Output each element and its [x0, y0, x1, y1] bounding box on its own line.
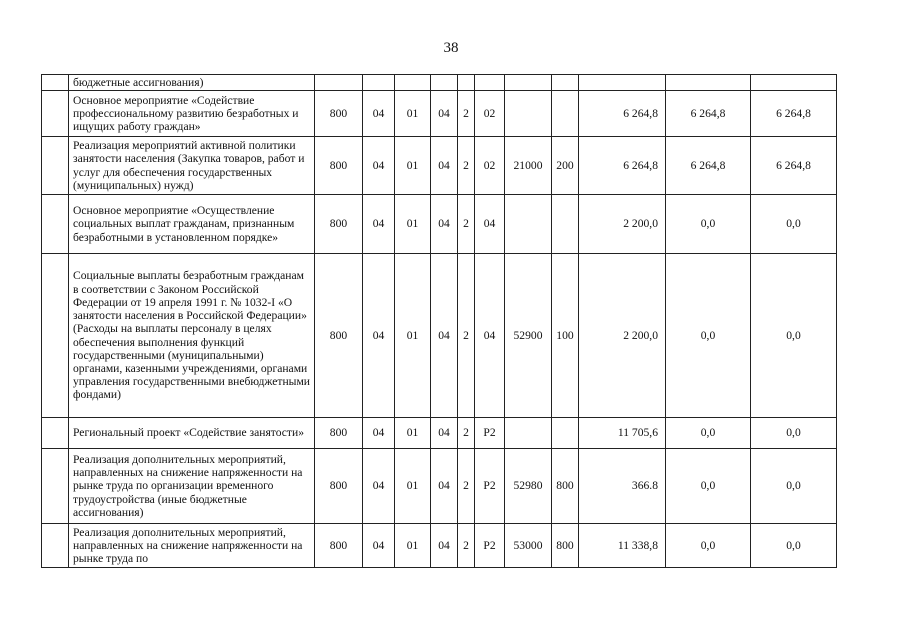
rz-cell	[363, 75, 395, 91]
subprogram-code-cell: 2	[458, 137, 475, 195]
gr-cell: 800	[315, 195, 363, 254]
pr-cell: 01	[395, 195, 431, 254]
direction-code-cell	[505, 75, 552, 91]
row-number-cell	[42, 137, 69, 195]
description-cell: Реализация дополнительных мероприятий, направленных на снижение напряженности на рынке труда по	[69, 524, 315, 568]
page-number: 38	[443, 40, 459, 56]
table-row	[42, 449, 837, 524]
table-row	[42, 75, 837, 91]
vr-cell: 800	[552, 524, 579, 568]
table-row	[42, 524, 837, 568]
activity-code-cell: 04	[475, 195, 505, 254]
program-code-cell: 04	[431, 137, 458, 195]
table-row	[42, 254, 837, 418]
table-row	[42, 195, 837, 254]
row-number-cell	[42, 254, 69, 418]
amount-year-3-cell: 0,0	[751, 195, 837, 254]
pr-cell: 01	[395, 137, 431, 195]
description-cell: Основное мероприятие «Содействие профессиональному развитию безработных и ищущих работу граждан»	[69, 91, 315, 137]
amount-year-2-cell: 0,0	[666, 254, 751, 418]
direction-code-cell	[505, 418, 552, 449]
row-number-cell	[42, 449, 69, 524]
amount-year-3-cell: 0,0	[751, 254, 837, 418]
subprogram-code-cell: 2	[458, 449, 475, 524]
pr-cell: 01	[395, 524, 431, 568]
vr-cell	[552, 195, 579, 254]
amount-year-1-cell	[579, 75, 666, 91]
table-row	[42, 91, 837, 137]
activity-code-cell: 04	[475, 254, 505, 418]
rz-cell: 04	[363, 254, 395, 418]
amount-year-1-cell: 2 200,0	[579, 254, 666, 418]
rz-cell: 04	[363, 91, 395, 137]
rz-cell: 04	[363, 137, 395, 195]
pr-cell: 01	[395, 418, 431, 449]
gr-cell	[315, 75, 363, 91]
table-row	[42, 137, 837, 195]
subprogram-code-cell: 2	[458, 418, 475, 449]
amount-year-1-cell: 11 338,8	[579, 524, 666, 568]
vr-cell: 800	[552, 449, 579, 524]
amount-year-1-cell: 366.8	[579, 449, 666, 524]
vr-cell	[552, 91, 579, 137]
rz-cell: 04	[363, 449, 395, 524]
activity-code-cell: 02	[475, 91, 505, 137]
row-number-cell	[42, 195, 69, 254]
gr-cell: 800	[315, 524, 363, 568]
subprogram-code-cell: 2	[458, 524, 475, 568]
table-row	[42, 418, 837, 449]
direction-code-cell: 21000	[505, 137, 552, 195]
program-code-cell	[431, 75, 458, 91]
row-number-cell	[42, 91, 69, 137]
rz-cell: 04	[363, 195, 395, 254]
rz-cell: 04	[363, 524, 395, 568]
amount-year-3-cell	[751, 75, 837, 91]
description-cell: бюджетные ассигнования)	[69, 75, 315, 91]
direction-code-cell	[505, 195, 552, 254]
program-code-cell: 04	[431, 524, 458, 568]
program-code-cell: 04	[431, 195, 458, 254]
direction-code-cell: 52900	[505, 254, 552, 418]
program-code-cell: 04	[431, 449, 458, 524]
pr-cell: 01	[395, 254, 431, 418]
amount-year-1-cell: 6 264,8	[579, 137, 666, 195]
gr-cell: 800	[315, 137, 363, 195]
amount-year-3-cell: 0,0	[751, 418, 837, 449]
subprogram-code-cell: 2	[458, 195, 475, 254]
gr-cell: 800	[315, 91, 363, 137]
pr-cell	[395, 75, 431, 91]
direction-code-cell: 52980	[505, 449, 552, 524]
amount-year-2-cell: 0,0	[666, 524, 751, 568]
activity-code-cell	[475, 75, 505, 91]
activity-code-cell: 02	[475, 137, 505, 195]
description-cell: Основное мероприятие «Осуществление социальных выплат гражданам, признанным безработными в установленном порядке»	[69, 195, 315, 254]
amount-year-1-cell: 6 264,8	[579, 91, 666, 137]
pr-cell: 01	[395, 91, 431, 137]
direction-code-cell	[505, 91, 552, 137]
activity-code-cell: P2	[475, 524, 505, 568]
amount-year-1-cell: 11 705,6	[579, 418, 666, 449]
row-number-cell	[42, 524, 69, 568]
subprogram-code-cell: 2	[458, 91, 475, 137]
amount-year-2-cell: 0,0	[666, 418, 751, 449]
subprogram-code-cell: 2	[458, 254, 475, 418]
gr-cell: 800	[315, 254, 363, 418]
row-number-cell	[42, 418, 69, 449]
amount-year-2-cell: 0,0	[666, 449, 751, 524]
amount-year-3-cell: 6 264,8	[751, 91, 837, 137]
activity-code-cell: P2	[475, 449, 505, 524]
pr-cell: 01	[395, 449, 431, 524]
amount-year-1-cell: 2 200,0	[579, 195, 666, 254]
amount-year-3-cell: 0,0	[751, 449, 837, 524]
direction-code-cell: 53000	[505, 524, 552, 568]
description-cell: Региональный проект «Содействие занятости»	[69, 418, 315, 449]
rz-cell: 04	[363, 418, 395, 449]
gr-cell: 800	[315, 449, 363, 524]
amount-year-3-cell: 6 264,8	[751, 137, 837, 195]
amount-year-2-cell: 6 264,8	[666, 91, 751, 137]
vr-cell: 100	[552, 254, 579, 418]
vr-cell	[552, 418, 579, 449]
row-number-cell	[42, 75, 69, 91]
program-code-cell: 04	[431, 91, 458, 137]
subprogram-code-cell	[458, 75, 475, 91]
budget-table	[41, 74, 837, 568]
program-code-cell: 04	[431, 254, 458, 418]
program-code-cell: 04	[431, 418, 458, 449]
vr-cell: 200	[552, 137, 579, 195]
description-cell: Социальные выплаты безработным гражданам в соответствии с Законом Российской Федерации от 19 апреля 1991 г. № 1032-I «О занятости населения в Российской Федерации» (Расходы на выплаты персоналу в целях обеспечения выполнения функций государственными (муниципальными) органами, казенными учреждениями, органами управления государственными внебюджетными фондами)	[69, 254, 315, 418]
description-cell: Реализация мероприятий активной политики занятости населения (Закупка товаров, работ и услуг для обеспечения государственных (муниципальных) нужд)	[69, 137, 315, 195]
activity-code-cell: P2	[475, 418, 505, 449]
amount-year-3-cell: 0,0	[751, 524, 837, 568]
description-cell: Реализация дополнительных мероприятий, направленных на снижение напряженности на рынке труда по организации временного трудоустройства (иные бюджетные ассигнования)	[69, 449, 315, 524]
amount-year-2-cell: 0,0	[666, 195, 751, 254]
gr-cell: 800	[315, 418, 363, 449]
amount-year-2-cell	[666, 75, 751, 91]
vr-cell	[552, 75, 579, 91]
amount-year-2-cell: 6 264,8	[666, 137, 751, 195]
